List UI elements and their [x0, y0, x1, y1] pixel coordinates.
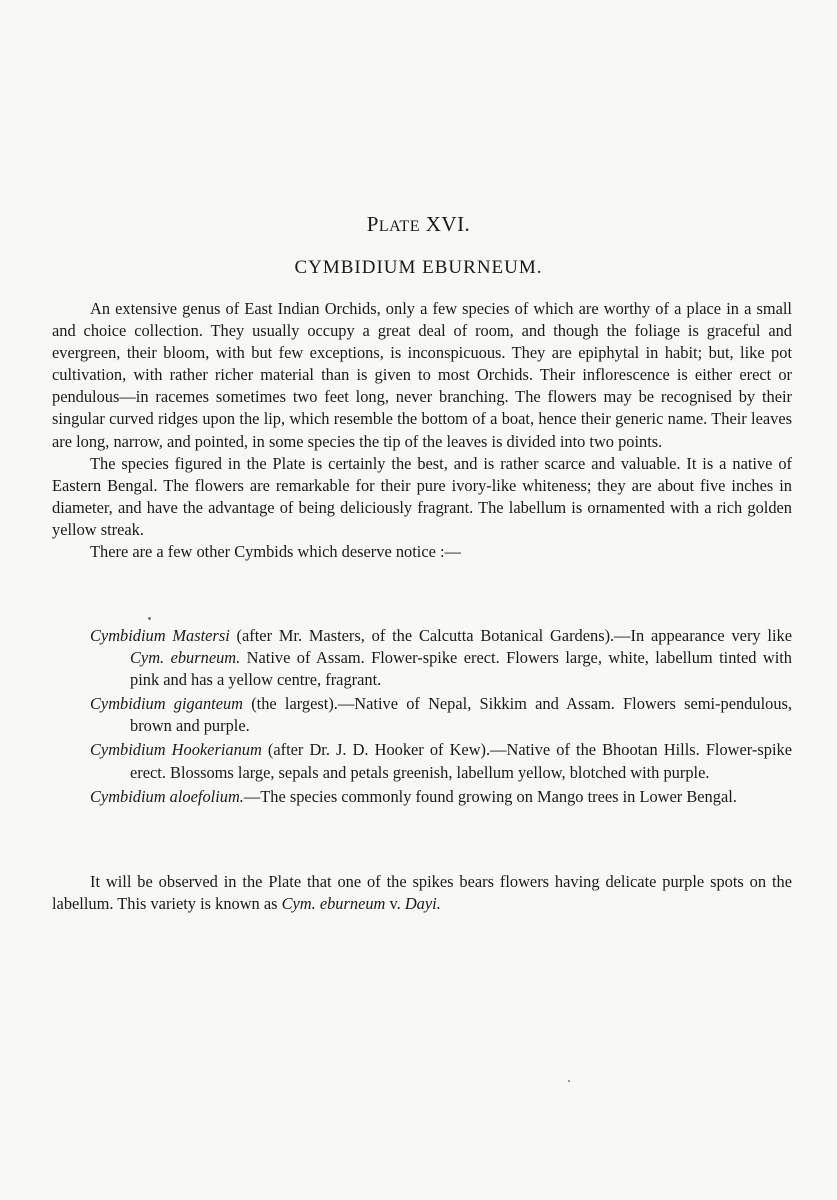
species-reference: Cym. eburneum. — [130, 648, 241, 668]
paragraph-species: The species figured in the Plate is certainly the best, and is rather scarce and valuable. It is a native of Eastern Bengal. The flowers are remarkable for their pure ivory-like whiteness; they are about five inches in diameter, and have the advantage of being deliciously fragrant. The labellum is ornamented with a rich golden yellow streak. — [52, 453, 792, 539]
species-name: Cymbidium Hookerianum — [90, 740, 262, 760]
species-description: (after Dr. J. D. Hooker of Kew).—Native of the Bhootan Hills. Flower-spike erect. Blossoms large, sepals and petals greenish, labellum yellow, blotched with purple. — [130, 740, 792, 782]
closing-text — [52, 871, 792, 915]
species-name: Cymbidium giganteum — [90, 694, 243, 714]
species-entry-aloefolium — [90, 786, 792, 808]
species-name: Cymbidium aloefolium. — [90, 786, 244, 806]
ink-speck — [148, 617, 151, 620]
plate-heading-cap: P — [366, 212, 379, 236]
paragraph-other-cymbids: There are a few other Cymbids which deserve notice :— — [90, 542, 461, 562]
species-description: —The species commonly found growing on Mango trees in Lower Bengal. — [243, 786, 737, 806]
paragraph-genus: An extensive genus of East Indian Orchids, only a few species of which are worthy of a place in a small and choice collection. They usually occupy a great deal of room, and though the foliage is graceful and evergreen, their bloom, with but few exceptions, is inconspicuous. They are epiphytal in habit; but, like pot cultivation, with rather richer material than is given to most Orchids. Their inflorescence is either erect or pendulous—in racemes sometimes two feet long, never branching. The flowers may be recognised by their singular curved ridges upon the lip, which resemble the bottom of a boat, hence their generic name. Their leaves are long, narrow, and pointed, in some species the tip of the leaves is divided into two points. — [52, 299, 792, 451]
species-name: Cymbidium Mastersi — [90, 626, 230, 645]
closing-variety-name: Dayi. — [404, 894, 441, 914]
ink-speck — [568, 1080, 570, 1082]
species-list — [90, 625, 792, 810]
species-title: CYMBIDIUM EBURNEUM. — [294, 257, 543, 278]
plate-numeral: XVI. — [425, 212, 471, 236]
species-entry-hookerianum — [90, 739, 792, 783]
species-description: (the largest).—Native of Nepal, Sikkim and Assam. Flowers semi-pendulous, brown and purple. — [130, 694, 792, 736]
species-description-continued: Native of Assam. Flower-spike erect. Flowers large, white, labellum tinted with pink and has a yellow centre, fragrant. — [130, 648, 793, 690]
plate-heading — [0, 212, 837, 237]
species-description: (after Mr. Masters, of the Calcutta Botanical Gardens).—In appearance very like — [229, 626, 792, 645]
closing-sentence: It will be observed in the Plate that one of the spikes bears flowers having delicate purple spots on the labellum. This variety is known as — [52, 872, 792, 914]
closing-reference: Cym. eburneum — [281, 894, 386, 914]
species-entry-giganteum — [90, 693, 792, 737]
species-entry-mastersi — [90, 625, 792, 691]
intro-text — [52, 298, 792, 563]
closing-variety-marker: v. — [385, 894, 405, 914]
plate-heading-small: LATE — [378, 218, 420, 235]
paragraph-closing — [52, 871, 792, 915]
